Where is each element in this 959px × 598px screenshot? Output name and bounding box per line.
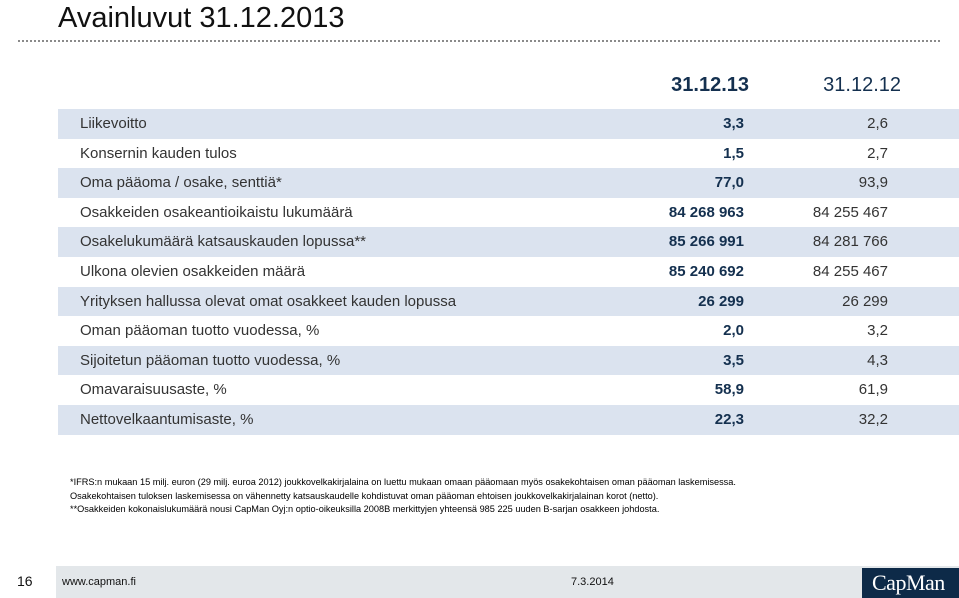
row-value-previous: 2,7 <box>867 144 888 162</box>
title-divider <box>18 40 940 42</box>
row-label: Oman pääoman tuotto vuodessa, % <box>80 322 320 340</box>
table-row <box>58 257 959 287</box>
footer-url[interactable]: www.capman.fi <box>62 576 136 588</box>
table-row <box>58 316 959 346</box>
footnote: *IFRS:n mukaan 15 milj. euron (29 milj. euroa 2012) joukkovelkakirjalaina on luettu mukaan omaan pääomaan myös osakekohtaisen oman pääoman laskemisessa. <box>70 477 736 487</box>
row-value-previous: 84 255 467 <box>812 203 888 221</box>
row-value-current: 1,5 <box>723 144 744 162</box>
table-row <box>58 287 959 317</box>
row-label: Yrityksen hallussa olevat omat osakkeet kauden lopussa <box>80 292 457 310</box>
row-value-previous: 4,3 <box>867 351 888 369</box>
footer-date: 7.3.2014 <box>571 576 614 588</box>
row-value-previous: 32,2 <box>858 410 888 428</box>
row-value-current: 85 266 991 <box>668 233 744 251</box>
row-label: Sijoitetun pääoman tuotto vuodessa, % <box>80 351 341 369</box>
table-row <box>58 198 959 228</box>
footer-band <box>56 566 959 598</box>
row-value-previous: 93,9 <box>858 174 888 192</box>
row-label: Liikevoitto <box>80 115 147 132</box>
column-header-current: 31.12.13 <box>671 74 749 96</box>
table-row <box>58 405 959 435</box>
row-value-current: 84 268 963 <box>668 203 744 221</box>
table-row <box>58 375 959 405</box>
row-label: Oma pääoma / osake, senttiä* <box>80 174 282 192</box>
page-number: 16 <box>17 573 33 589</box>
table-row <box>58 346 959 376</box>
row-value-current: 77,0 <box>714 174 744 192</box>
row-value-current: 26 299 <box>698 292 744 310</box>
row-label: Konsernin kauden tulos <box>80 144 237 162</box>
row-value-previous: 61,9 <box>858 381 888 399</box>
row-value-current: 22,3 <box>714 410 744 428</box>
row-value-current: 3,3 <box>723 115 744 132</box>
row-value-previous: 2,6 <box>867 115 888 132</box>
row-value-current: 3,5 <box>723 351 744 369</box>
row-value-previous: 84 255 467 <box>812 262 888 280</box>
table-row <box>58 109 959 139</box>
row-label: Ulkona olevien osakkeiden määrä <box>80 262 306 280</box>
table-row <box>58 227 959 257</box>
row-value-previous: 84 281 766 <box>812 233 888 251</box>
row-label: Osakelukumäärä katsauskauden lopussa** <box>80 233 367 251</box>
row-value-current: 2,0 <box>723 322 744 340</box>
footnote: **Osakkeiden kokonaislukumäärä nousi CapMan Oyj:n optio-oikeuksilla 2008B merkittyjen yhteensä 985 225 uuden B-sarjan osakkeen johdosta. <box>70 504 660 514</box>
footnotes <box>70 476 930 517</box>
row-value-current: 58,9 <box>714 381 744 399</box>
row-value-previous: 26 299 <box>842 292 888 310</box>
capman-logo-text: CapMan <box>872 570 945 595</box>
row-label: Nettovelkaantumisaste, % <box>80 410 254 428</box>
key-figures-table <box>58 109 959 435</box>
table-row <box>58 168 959 198</box>
column-header-previous: 31.12.12 <box>823 74 901 96</box>
page-title: Avainluvut 31.12.2013 <box>58 2 345 34</box>
footnote: Osakekohtaisen tuloksen laskemisessa on vähennetty katsauskaudelle kohdistuvat oman pääoman ehtoisen joukkovelkakirjalainan korot (netto). <box>70 490 659 501</box>
row-label: Omavaraisuusaste, % <box>80 381 227 399</box>
row-value-previous: 3,2 <box>867 322 888 340</box>
table-row <box>58 139 959 169</box>
row-label: Osakkeiden osakeantioikaistu lukumäärä <box>80 203 353 221</box>
row-value-current: 85 240 692 <box>668 262 744 280</box>
